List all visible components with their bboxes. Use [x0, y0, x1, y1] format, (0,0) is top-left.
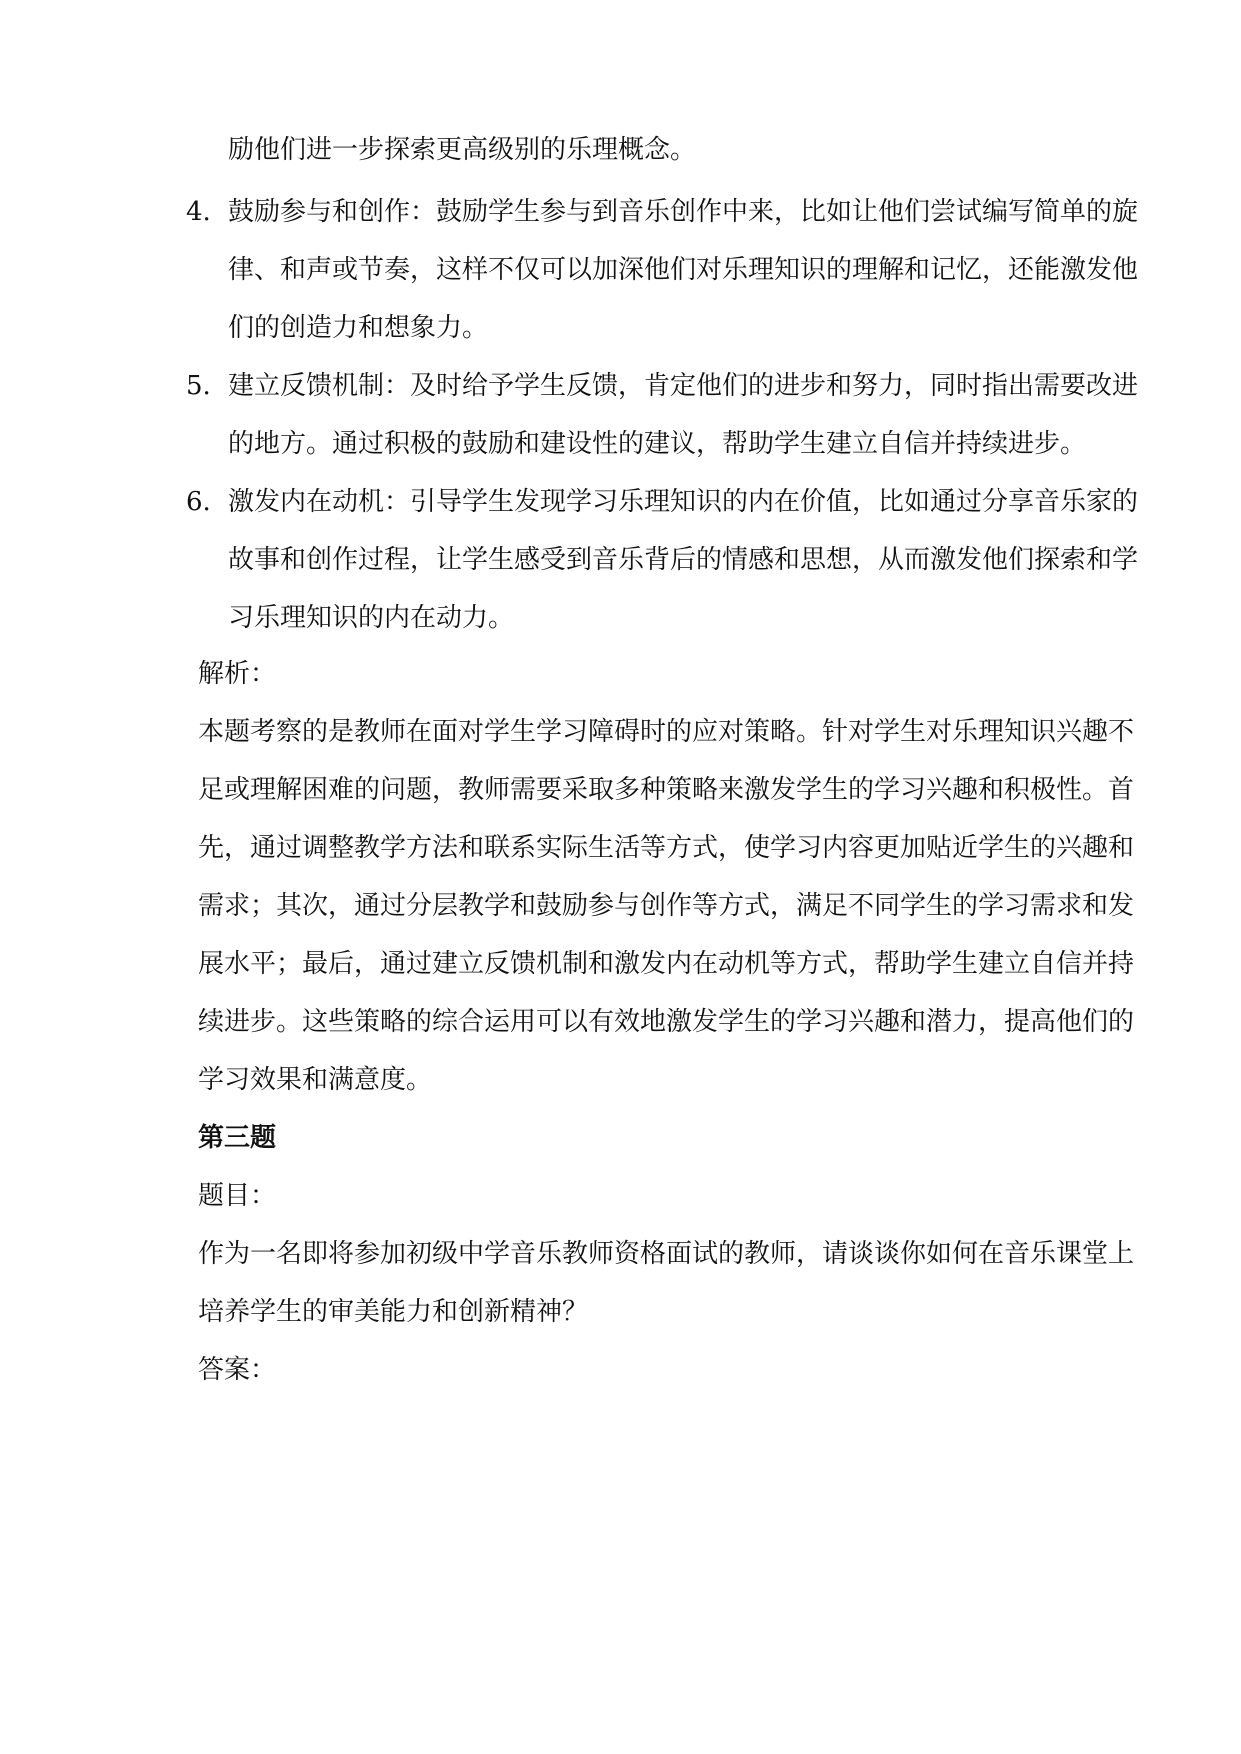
list-item-number: 4. [186, 197, 211, 227]
analysis-line: 足或理解困难的问题，教师需要采取多种策略来激发学生的学习兴趣和积极性。首 [198, 775, 1135, 805]
analysis-label: 解析： [198, 659, 277, 689]
analysis-line: 需求；其次，通过分层教学和鼓励参与创作等方式，满足不同学生的学习需求和发 [198, 891, 1135, 921]
list-item-line: 律、和声或节奏，这样不仅可以加深他们对乐理知识的理解和记忆，还能激发他 [228, 255, 1139, 285]
list-item-number: 6. [186, 487, 211, 517]
question-label: 题目： [198, 1181, 277, 1211]
list-item-line: 建立反馈机制：及时给予学生反馈，肯定他们的进步和努力，同时指出需要改进 [228, 371, 1139, 401]
list-item-line: 鼓励参与和创作：鼓励学生参与到音乐创作中来，比如让他们尝试编写简单的旋 [228, 197, 1139, 227]
list-item-line: 习乐理知识的内在动力。 [228, 603, 515, 633]
list-item-number: 5. [186, 371, 211, 401]
section-heading: 第三题 [198, 1123, 277, 1153]
analysis-line: 展水平；最后，通过建立反馈机制和激发内在动机等方式，帮助学生建立自信并持 [198, 949, 1135, 979]
analysis-line: 续进步。这些策略的综合运用可以有效地激发学生的学习兴趣和潜力，提高他们的 [198, 1007, 1135, 1037]
list-item-line: 故事和创作过程，让学生感受到音乐背后的情感和思想，从而激发他们探索和学 [228, 545, 1139, 575]
answer-label: 答案： [198, 1355, 277, 1385]
analysis-line: 先，通过调整教学方法和联系实际生活等方式，使学习内容更加贴近学生的兴趣和 [198, 833, 1135, 863]
continuation-line: 励他们进一步探索更高级别的乐理概念。 [228, 135, 697, 165]
analysis-line: 本题考察的是教师在面对学生学习障碍时的应对策略。针对学生对乐理知识兴趣不 [198, 717, 1135, 747]
list-item-line: 的地方。通过积极的鼓励和建设性的建议，帮助学生建立自信并持续进步。 [228, 429, 1087, 459]
question-line: 作为一名即将参加初级中学音乐教师资格面试的教师，请谈谈你如何在音乐课堂上 [198, 1239, 1135, 1269]
list-item-line: 激发内在动机：引导学生发现学习乐理知识的内在价值，比如通过分享音乐家的 [228, 487, 1139, 517]
list-item-line: 们的创造力和想象力。 [228, 313, 489, 343]
analysis-line: 学习效果和满意度。 [198, 1065, 433, 1095]
question-line: 培养学生的审美能力和创新精神？ [198, 1297, 589, 1327]
